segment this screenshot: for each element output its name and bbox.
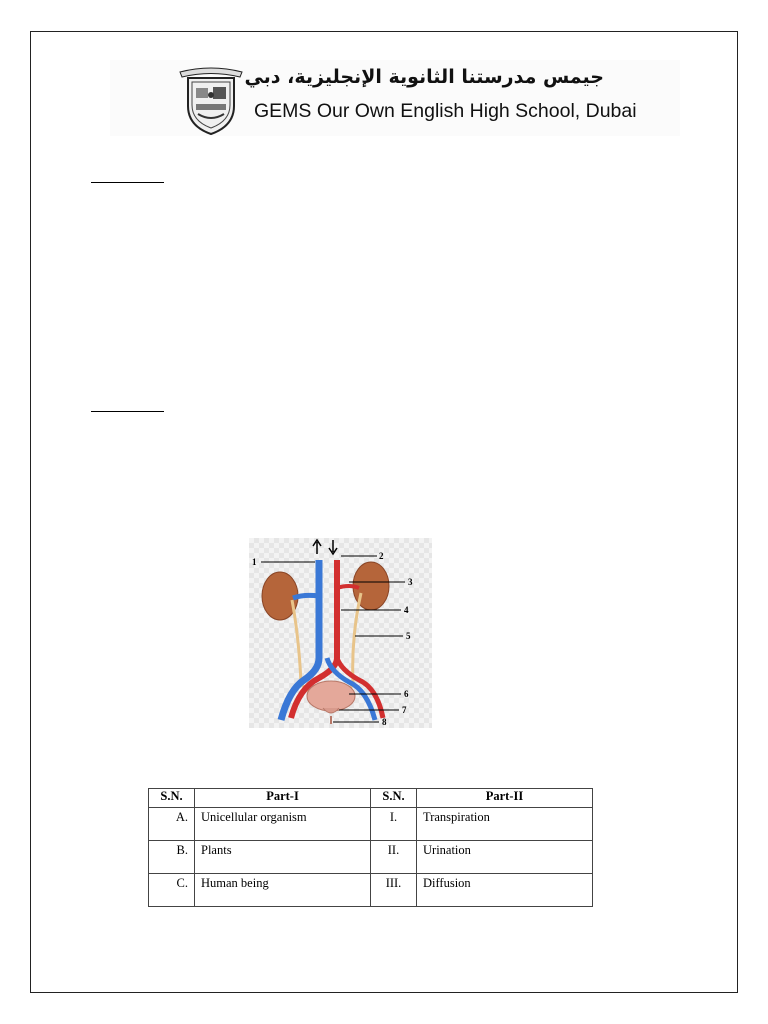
urinary-system-illustration bbox=[249, 538, 432, 728]
matching-table bbox=[148, 788, 593, 907]
diagram-label-6: 6 bbox=[404, 689, 409, 699]
diagram-label-8: 8 bbox=[382, 717, 387, 727]
row-sn2: I. bbox=[371, 808, 417, 841]
row-part1: Human being bbox=[195, 874, 371, 907]
row-part1: Unicellular organism bbox=[195, 808, 371, 841]
school-name-arabic: جيمس مدرستنا الثانوية الإنجليزية، دبي bbox=[244, 66, 604, 88]
diagram-label-1: 1 bbox=[252, 557, 257, 567]
column-header-sn2: S.N. bbox=[371, 789, 417, 808]
section-underline-2 bbox=[91, 411, 164, 412]
row-sn1: A. bbox=[149, 808, 195, 841]
table-row bbox=[149, 874, 593, 907]
table-header-row bbox=[149, 789, 593, 808]
row-part1: Plants bbox=[195, 841, 371, 874]
diagram-label-2: 2 bbox=[379, 551, 384, 561]
section-underline-1 bbox=[91, 182, 164, 183]
urinary-system-diagram bbox=[249, 538, 432, 728]
row-sn1: B. bbox=[149, 841, 195, 874]
column-header-sn1: S.N. bbox=[149, 789, 195, 808]
row-sn2: II. bbox=[371, 841, 417, 874]
school-crest-logo bbox=[174, 62, 248, 136]
diagram-label-7: 7 bbox=[402, 705, 407, 715]
column-header-part1: Part-I bbox=[195, 789, 371, 808]
table-row bbox=[149, 841, 593, 874]
column-header-part2: Part-II bbox=[417, 789, 593, 808]
row-part2: Diffusion bbox=[417, 874, 593, 907]
row-part2: Urination bbox=[417, 841, 593, 874]
diagram-label-3: 3 bbox=[408, 577, 413, 587]
diagram-label-5: 5 bbox=[406, 631, 411, 641]
school-name-english: GEMS Our Own English High School, Dubai bbox=[254, 100, 637, 122]
diagram-label-4: 4 bbox=[404, 605, 409, 615]
row-part2: Transpiration bbox=[417, 808, 593, 841]
row-sn2: III. bbox=[371, 874, 417, 907]
row-sn1: C. bbox=[149, 874, 195, 907]
school-header bbox=[110, 60, 680, 136]
table-row bbox=[149, 808, 593, 841]
